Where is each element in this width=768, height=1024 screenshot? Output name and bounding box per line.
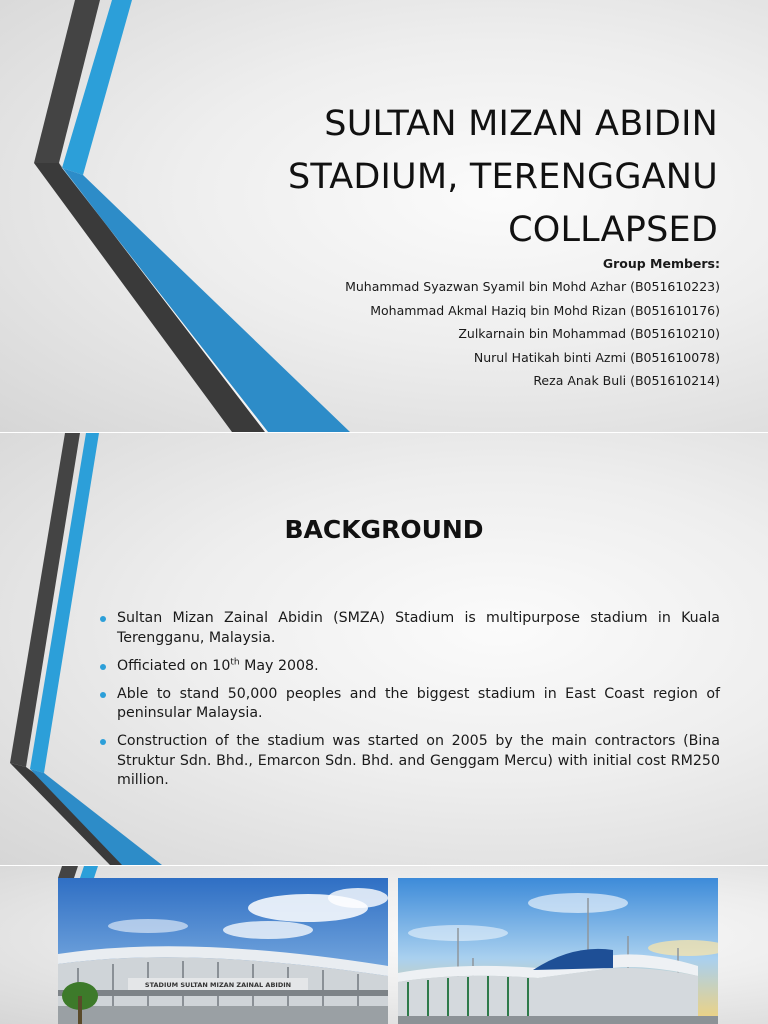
slide-title (158, 98, 718, 257)
background-slide (0, 433, 768, 865)
member-name: Reza Anak Buli (B051610214) (533, 373, 720, 389)
bullet-text: May 2008. (239, 657, 319, 674)
member-name: Mohammad Akmal Haziq bin Mohd Rizan (B051610176) (370, 302, 720, 318)
bullet-item: Construction of the stadium was started on 2005 by the main contractors (Bina Struktur Sdn. Bhd., Emarcon Sdn. Bhd. and Genggam Mercu) with initial cost RM250 million. (96, 732, 720, 791)
members-heading: Group Members: (602, 256, 720, 271)
title-line: SULTAN MIZAN ABIDIN (324, 104, 718, 144)
section-title: BACKGROUND (284, 515, 484, 544)
photo-slide (0, 866, 768, 1024)
stadium-photo (398, 878, 718, 1024)
group-members (290, 252, 720, 392)
member-name: Zulkarnain bin Mohammad (B051610210) (458, 326, 720, 342)
ordinal-suffix: th (230, 656, 240, 667)
stadium-sign: STADIUM SULTAN MIZAN ZAINAL ABIDIN (144, 981, 292, 989)
bullet-item (96, 657, 720, 677)
bullet-list (96, 609, 720, 799)
bullet-text: Officiated on 10 (117, 657, 231, 674)
bullet-item: Able to stand 50,000 peoples and the biggest stadium in East Coast region of peninsular Malaysia. (96, 685, 720, 724)
title-line: STADIUM, TERENGGANU (287, 157, 718, 197)
bullet-item: Sultan Mizan Zainal Abidin (SMZA) Stadium is multipurpose stadium in Kuala Terengganu, Malaysia. (96, 609, 720, 648)
title-line: COLLAPSED (508, 210, 718, 250)
title-slide (0, 0, 768, 432)
member-name: Muhammad Syazwan Syamil bin Mohd Azhar (B051610223) (345, 279, 720, 295)
stadium-photo (58, 878, 388, 1024)
member-name: Nurul Hatikah binti Azmi (B051610078) (473, 349, 720, 365)
